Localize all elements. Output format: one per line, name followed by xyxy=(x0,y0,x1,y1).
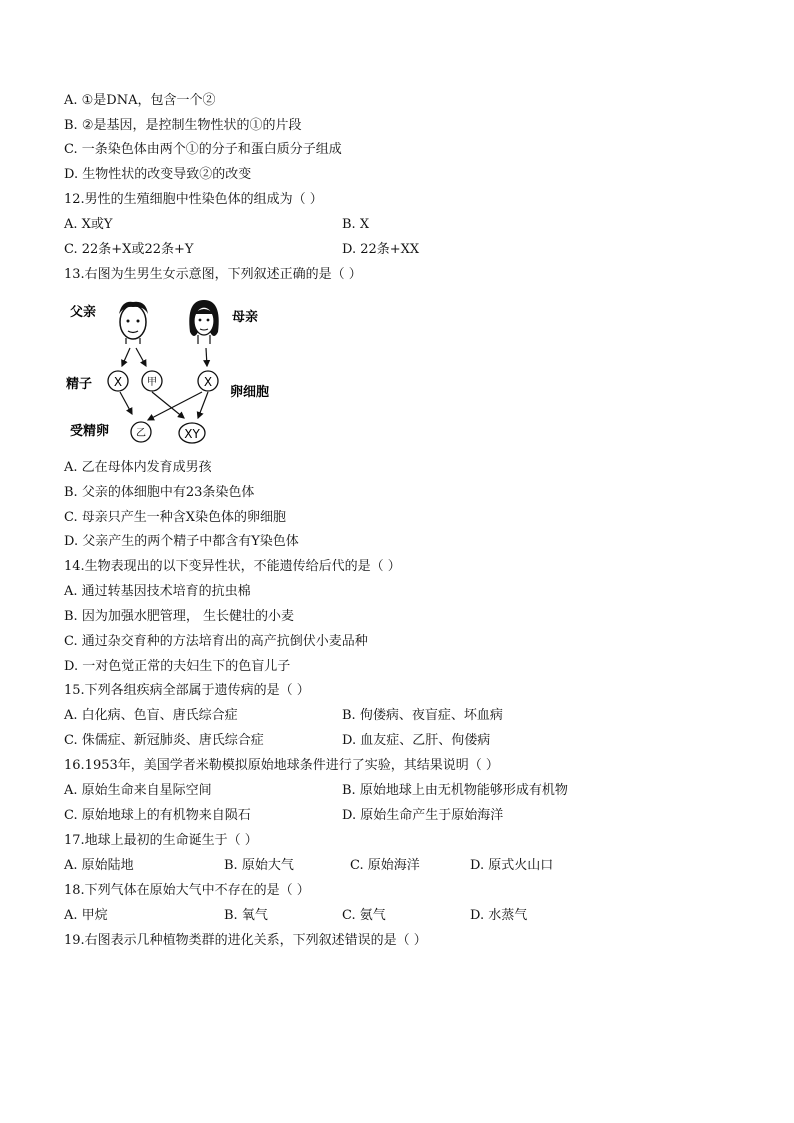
q13-option-a: A. 乙在母体内发育成男孩 xyxy=(64,460,212,475)
q12-option-b: B. X xyxy=(342,217,370,232)
q14-option-b: B. 因为加强水肥管理， 生长健壮的小麦 xyxy=(64,609,294,624)
mother-label: 母亲 xyxy=(232,310,259,325)
q17-option-b: B. 原始大气 xyxy=(224,858,294,873)
zygote-label: 受精卵 xyxy=(70,424,110,439)
mother-face-icon xyxy=(189,300,218,344)
q18-option-b: B. 氧气 xyxy=(224,908,268,923)
q15-option-d: D. 血友症、乙肝、佝偻病 xyxy=(342,733,491,748)
q13-option-c: C. 母亲只产生一种含X染色体的卵细胞 xyxy=(64,510,287,525)
q17-option-a: A. 原始陆地 xyxy=(64,858,134,873)
q16-option-d: D. 原始生命产生于原始海洋 xyxy=(342,808,504,823)
q12-option-c: C. 22条+X或22条+Y xyxy=(64,242,194,257)
father-face-icon xyxy=(119,302,148,344)
q14-option-c: C. 通过杂交育种的方法培育出的高产抗倒伏小麦品种 xyxy=(64,634,368,649)
q15-option-a: A. 白化病、色盲、唐氏综合症 xyxy=(64,708,238,723)
sperm-label: 精子 xyxy=(66,377,93,392)
egg-x-text: X xyxy=(203,375,213,389)
q18-option-a: A. 甲烷 xyxy=(64,908,108,923)
q15-stem: 15.下列各组疾病全部属于遗传病的是（ ） xyxy=(64,683,310,698)
q16-stem: 16.1953年，美国学者米勒模拟原始地球条件进行了实验，其结果说明（ ） xyxy=(64,758,499,773)
q11-option-b: B. ②是基因，是控制生物性状的①的片段 xyxy=(64,118,302,133)
q15-option-c: C. 侏儒症、新冠肺炎、唐氏综合症 xyxy=(64,733,264,748)
q11-option-d: D. 生物性状的改变导致②的改变 xyxy=(64,167,252,182)
q17-stem: 17.地球上最初的生命诞生于（ ） xyxy=(64,833,258,848)
q13-stem: 13.右图为生男生女示意图，下列叙述正确的是（ ） xyxy=(64,267,362,282)
sperm-jia-text: 甲 xyxy=(147,377,157,388)
q15-option-b: B. 佝偻病、夜盲症、坏血病 xyxy=(342,708,503,723)
q14-option-a: A. 通过转基因技术培育的抗虫棉 xyxy=(64,584,251,599)
q12-option-d: D. 22条+XX xyxy=(342,242,420,257)
q13-option-d: D. 父亲产生的两个精子中都含有Y染色体 xyxy=(64,534,299,549)
q11-option-a: A. ①是DNA，包含一个② xyxy=(64,93,216,108)
q12-stem: 12.男性的生殖细胞中性染色体的组成为（ ） xyxy=(64,192,323,207)
zygote-yi-text: 乙 xyxy=(136,428,146,439)
q14-stem: 14.生物表现出的以下变异性状，不能遗传给后代的是（ ） xyxy=(64,559,401,574)
q16-option-c: C. 原始地球上的有机物来自陨石 xyxy=(64,808,251,823)
q18-option-d: D. 水蒸气 xyxy=(470,908,528,923)
sperm-x-text: X xyxy=(113,375,123,389)
q12-option-a: A. X或Y xyxy=(64,217,113,232)
egg-label: 卵细胞 xyxy=(230,385,270,400)
q13-option-b: B. 父亲的体细胞中有23条染色体 xyxy=(64,485,255,500)
sex-determination-diagram xyxy=(64,292,284,450)
q18-stem: 18.下列气体在原始大气中不存在的是（ ） xyxy=(64,883,310,898)
q16-option-a: A. 原始生命来自星际空间 xyxy=(64,783,212,798)
father-label: 父亲 xyxy=(70,305,97,320)
q14-option-d: D. 一对色觉正常的夫妇生下的色盲儿子 xyxy=(64,659,291,674)
q16-option-b: B. 原始地球上由无机物能够形成有机物 xyxy=(342,783,568,798)
zygote-xy-text: XY xyxy=(184,427,200,441)
q17-option-c: C. 原始海洋 xyxy=(350,858,420,873)
q17-option-d: D. 原式火山口 xyxy=(470,858,554,873)
q18-option-c: C. 氨气 xyxy=(342,908,386,923)
q11-option-c: C. 一条染色体由两个①的分子和蛋白质分子组成 xyxy=(64,142,342,157)
q19-stem: 19.右图表示几种植物类群的进化关系，下列叙述错误的是（ ） xyxy=(64,933,427,948)
